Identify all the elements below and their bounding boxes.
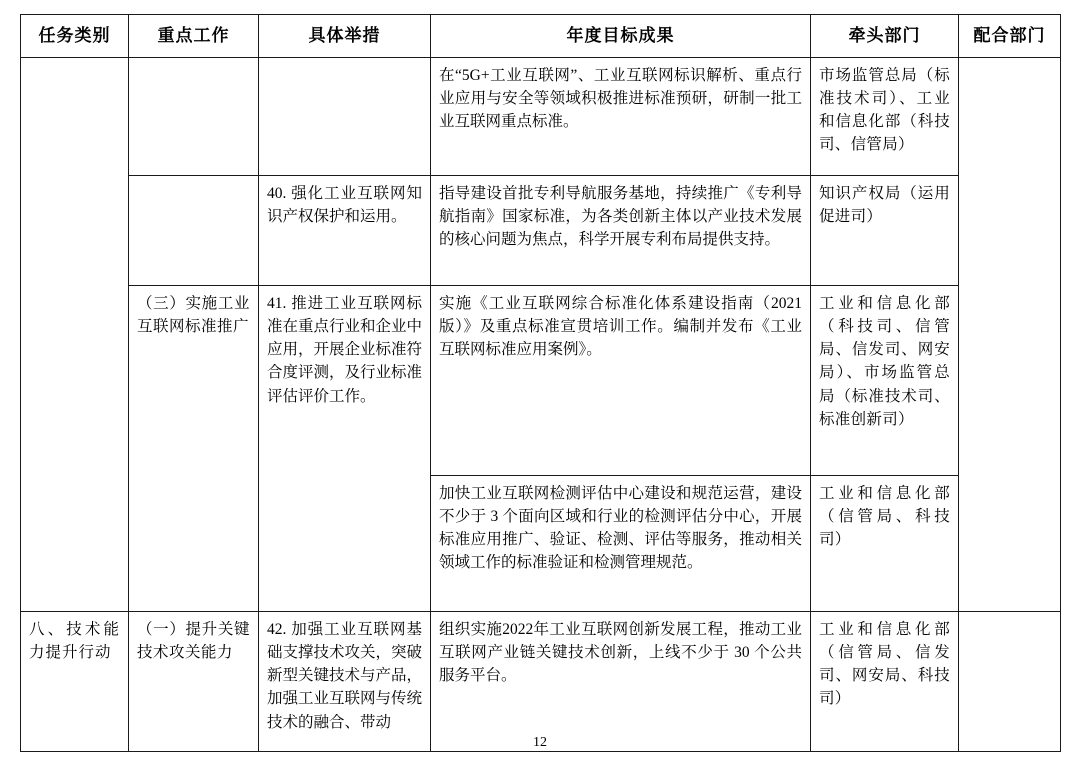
cell-lead: 知识产权局（运用促进司） bbox=[811, 175, 959, 285]
cell-goal: 指导建设首批专利导航服务基地，持续推广《专利导航指南》国家标准，为各类创新主体以产业技术发展的核心问题为焦点，科学开展专利布局提供支持。 bbox=[431, 175, 811, 285]
policy-task-table bbox=[20, 14, 1061, 752]
column-header-key-work: 重点工作 bbox=[129, 15, 259, 58]
column-header-measure: 具体举措 bbox=[259, 15, 431, 58]
cell-key-work: （一）提升关键技术攻关能力 bbox=[129, 611, 259, 751]
cell-category: 八、技术能力提升行动 bbox=[21, 611, 129, 751]
column-header-goal: 年度目标成果 bbox=[431, 15, 811, 58]
column-header-cooperate: 配合部门 bbox=[959, 15, 1061, 58]
table-row bbox=[21, 175, 1061, 285]
cell-key-work: （三）实施工业互联网标准推广 bbox=[129, 285, 259, 611]
cell-measure: 40. 强化工业互联网知识产权保护和运用。 bbox=[259, 175, 431, 285]
cell-lead: 工业和信息化部（信管局、信发司、网安局、科技司） bbox=[811, 611, 959, 751]
cell-goal: 加快工业互联网检测评估中心建设和规范运营，建设不少于 3 个面向区域和行业的检测评估分中心，开展标准应用推广、验证、检测、评估等服务，推动相关领域工作的标准验证和检测管理规范。 bbox=[431, 475, 811, 611]
cell-goal: 实施《工业互联网综合标准化体系建设指南（2021版）》及重点标准宣贯培训工作。编制并发布《工业互联网标准应用案例》。 bbox=[431, 285, 811, 475]
cell-measure bbox=[259, 57, 431, 175]
table-row bbox=[21, 57, 1061, 175]
cell-cooperate bbox=[959, 57, 1061, 611]
cell-lead: 工业和信息化部（信管局、科技司） bbox=[811, 475, 959, 611]
page-number: 12 bbox=[533, 735, 547, 750]
table-row bbox=[21, 285, 1061, 475]
cell-key-work bbox=[129, 57, 259, 175]
table-header-row bbox=[21, 15, 1061, 58]
column-header-category: 任务类别 bbox=[21, 15, 129, 58]
cell-goal: 在“5G+工业互联网”、工业互联网标识解析、重点行业应用与安全等领域积极推进标准预研，研制一批工业互联网重点标准。 bbox=[431, 57, 811, 175]
cell-measure: 41. 推进工业互联网标准在重点行业和企业中应用，开展企业标准符合度评测，及行业标准评估评价工作。 bbox=[259, 285, 431, 611]
cell-lead: 市场监管总局（标准技术司）、工业和信息化部（科技司、信管局） bbox=[811, 57, 959, 175]
cell-goal: 组织实施2022年工业互联网创新发展工程，推动工业互联网产业链关键技术创新，上线不少于 30 个公共服务平台。 bbox=[431, 611, 811, 751]
cell-measure: 42. 加强工业互联网基础支撑技术攻关，突破新型关键技术与产品，加强工业互联网与传统技术的融合、带动 bbox=[259, 611, 431, 751]
cell-cooperate bbox=[959, 611, 1061, 751]
cell-key-work bbox=[129, 175, 259, 285]
cell-lead: 工业和信息化部（科技司、信管局、信发司、网安局）、市场监管总局（标准技术司、标准创新司） bbox=[811, 285, 959, 475]
table-row bbox=[21, 611, 1061, 751]
cell-category bbox=[21, 57, 129, 611]
column-header-lead: 牵头部门 bbox=[811, 15, 959, 58]
